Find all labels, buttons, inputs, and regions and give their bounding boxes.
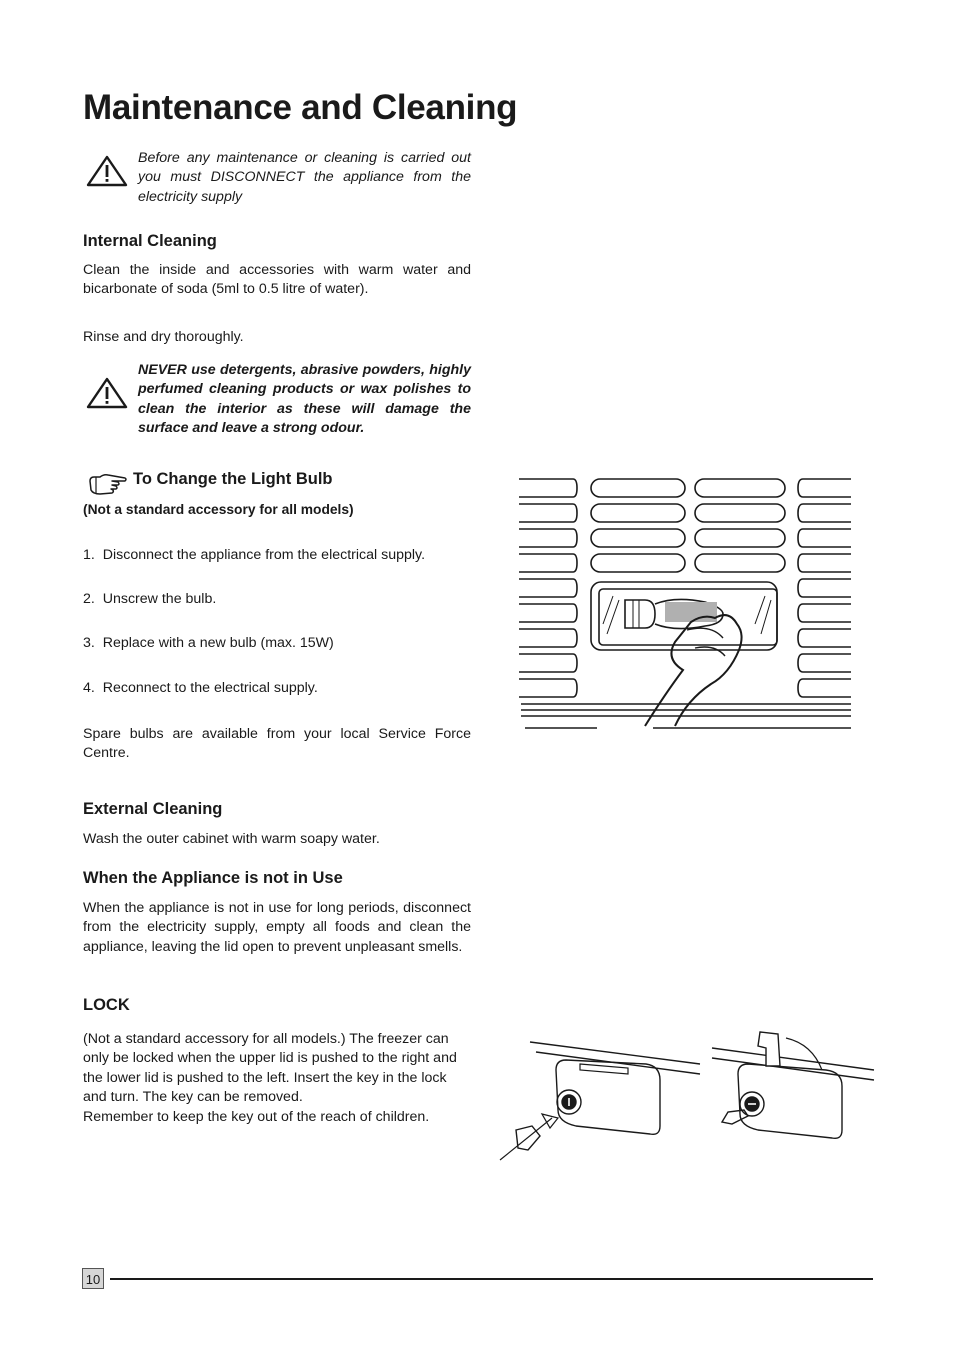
disconnect-warning: Before any maintenance or cleaning is carried out you must DISCONNECT the appliance from the electricity supply <box>138 150 471 205</box>
footer-rule <box>110 1278 873 1280</box>
lock-text: (Not a standard accessory for all models.) The freezer can only be locked when the upper lid is pushed to the right and the lower lid is pushed to the left. Insert the key in the lock and turn. The key can be removed. <box>83 1031 457 1106</box>
internal-cleaning-text: Clean the inside and accessories with warm water and bicarbonate of soda (5ml to 0.5 litre of water). <box>83 262 471 298</box>
external-cleaning-text: Wash the outer cabinet with warm soapy water. <box>83 831 380 847</box>
lock-illustration <box>496 1030 876 1170</box>
spare-bulbs-note: Spare bulbs are available from your local Service Force Centre. <box>83 726 471 762</box>
lock-text-block <box>83 1030 473 1127</box>
external-cleaning-heading: External Cleaning <box>83 800 223 818</box>
lock-heading: LOCK <box>83 996 130 1014</box>
internal-cleaning-heading: Internal Cleaning <box>83 232 217 250</box>
detergent-warning: NEVER use detergents, abrasive powders, highly perfumed cleaning products or wax polishes to clean the interior as these will damage the surface and leave a strong odour. <box>138 362 471 436</box>
lock-children-warning: Remember to keep the key out of the reach of children. <box>83 1108 430 1125</box>
pointing-hand-icon <box>88 473 128 497</box>
bulb-step: 2. Unscrew the bulb. <box>83 591 217 607</box>
light-bulb-illustration <box>515 474 855 739</box>
light-bulb-subheading: (Not a standard accessory for all models) <box>83 502 354 517</box>
light-bulb-heading: To Change the Light Bulb <box>133 470 333 488</box>
bulb-step: 1. Disconnect the appliance from the electrical supply. <box>83 547 426 563</box>
warning-triangle-icon <box>86 155 128 187</box>
not-in-use-text: When the appliance is not in use for long periods, disconnect from the electricity supply, empty all foods and clean the appliance, leaving the lid open to prevent unpleasant smells. <box>83 900 471 955</box>
page-number: 10 <box>82 1268 104 1289</box>
page-title: Maintenance and Cleaning <box>83 88 518 127</box>
bulb-step: 4. Reconnect to the electrical supply. <box>83 680 318 696</box>
warning-triangle-icon <box>86 377 128 409</box>
rinse-text: Rinse and dry thoroughly. <box>83 329 244 345</box>
not-in-use-heading: When the Appliance is not in Use <box>83 869 343 887</box>
bulb-step: 3. Replace with a new bulb (max. 15W) <box>83 635 334 651</box>
